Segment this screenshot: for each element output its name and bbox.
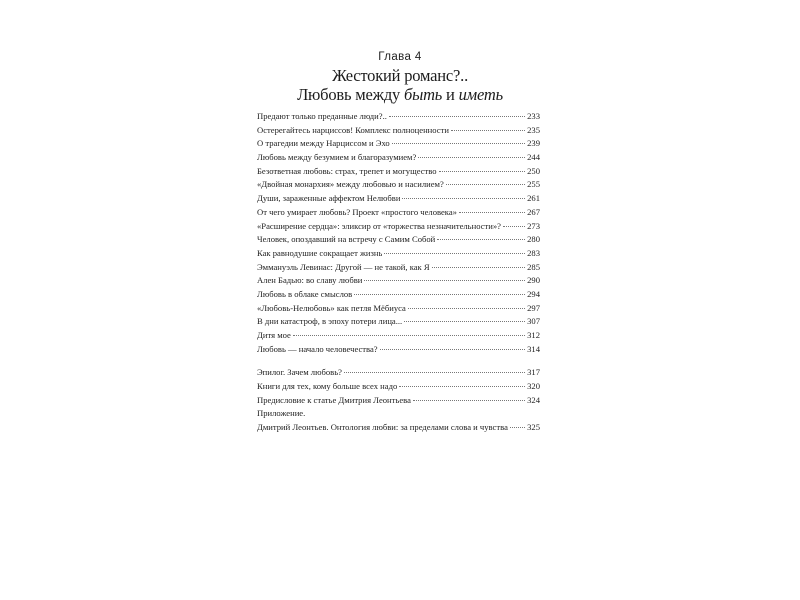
toc-entry-page: 239: [527, 138, 540, 149]
leader-dots: [503, 226, 525, 227]
leader-dots: [392, 143, 525, 144]
toc-entry-title: Любовь в облаке смыслов: [257, 288, 353, 299]
toc-entry-page: 283: [527, 247, 540, 258]
toc-section-gap: [257, 356, 540, 366]
leader-dots: [384, 253, 525, 254]
toc-entry-page: 297: [527, 302, 540, 313]
toc-entry-title: Эпилог. Зачем любовь?: [257, 367, 342, 378]
leader-dots: [389, 116, 525, 117]
toc-entry-title: Предают только преданные люди?..: [257, 111, 387, 121]
leader-dots: [344, 372, 525, 373]
toc-entry-page: 290: [527, 275, 540, 286]
toc-entry-title: Души, зараженные аффектом Нелюбви: [257, 193, 401, 204]
toc-entry-title: Любовь — начало человечества?: [257, 343, 378, 354]
toc-entry-page: 267: [527, 206, 540, 217]
toc-entry[interactable]: [257, 192, 540, 206]
leader-dots: [402, 198, 525, 199]
appendix-label: Приложение.: [257, 408, 306, 419]
leader-dots: [437, 239, 525, 240]
toc-entry-title: В дни катастроф, в эпоху потери лица...: [257, 316, 403, 327]
toc-entry-title: Дитя мое: [257, 330, 291, 340]
toc-entry-page: 307: [527, 316, 540, 327]
chapter-label: Глава 4: [378, 51, 422, 63]
toc-entry-title: Остерегайтесь нарциссов! Комплекс полноценности: [257, 124, 449, 135]
toc-entry-title: Любовь между безумием и благоразумием?: [257, 152, 417, 163]
leader-dots: [380, 349, 525, 350]
chapter-title-line1: [0, 66, 800, 86]
toc-entry-page: 255: [527, 179, 540, 190]
leader-dots: [459, 212, 525, 213]
toc-entry[interactable]: [257, 315, 540, 329]
toc-entry[interactable]: [257, 261, 540, 275]
toc-entry-title: Эммануэль Левинас: Другой — не такой, как Я: [257, 261, 430, 272]
toc-entry[interactable]: [257, 366, 540, 380]
toc-entry[interactable]: [257, 329, 540, 343]
toc-entry-page: 325: [527, 422, 540, 433]
chapter-title-italic-be: быть: [404, 85, 443, 104]
toc-entry-page: 320: [527, 381, 540, 392]
toc-entry[interactable]: [257, 380, 540, 394]
toc-entry-page: 312: [527, 330, 540, 340]
toc-entry[interactable]: [257, 151, 540, 165]
toc-entry-page: 314: [527, 343, 540, 354]
toc-entry-title: О трагедии между Нарциссом и Эхо: [257, 138, 390, 149]
toc-entry[interactable]: [257, 220, 540, 234]
chapter-title-line2: [0, 85, 800, 105]
toc-entry-page: 273: [527, 220, 540, 231]
toc-entry-title: Дмитрий Леонтьев. Онтология любви: за пределами слова и чувства: [257, 422, 508, 433]
toc-entry[interactable]: [257, 110, 540, 124]
toc-entry[interactable]: [257, 302, 540, 316]
leader-dots: [399, 386, 525, 387]
leader-dots: [293, 335, 525, 336]
leader-dots: [413, 400, 525, 401]
toc-entry[interactable]: [257, 343, 540, 357]
toc-entry[interactable]: [257, 206, 540, 220]
toc-entry-page: 324: [527, 394, 540, 405]
leader-dots: [408, 308, 525, 309]
toc-entry-page: 294: [527, 288, 540, 299]
toc-entry-title: Как равнодушие сокращает жизнь: [257, 247, 383, 258]
toc-entry-title: «Любовь-Нелюбовь» как петля Мёбиуса: [257, 302, 406, 313]
leader-dots: [418, 157, 525, 158]
toc-entry-page: 285: [527, 261, 540, 272]
leader-dots: [354, 294, 525, 295]
toc-entry-page: 280: [527, 234, 540, 245]
toc-entry-page: 244: [527, 152, 540, 163]
toc-entry[interactable]: [257, 178, 540, 192]
leader-dots: [432, 267, 525, 268]
toc-entry-title: Человек, опоздавший на встречу с Самим Собой: [257, 234, 436, 245]
toc-entry[interactable]: [257, 394, 540, 408]
toc-entry-page: 317: [527, 367, 540, 378]
toc-entry[interactable]: [257, 288, 540, 302]
leader-dots: [510, 427, 525, 428]
toc-entry[interactable]: [257, 124, 540, 138]
toc-entry[interactable]: [257, 247, 540, 261]
leader-dots: [439, 171, 526, 172]
toc-entry-page: 250: [527, 165, 540, 176]
toc-entry-title: Книги для тех, кому больше всех надо: [257, 381, 398, 392]
chapter-title-text: Жестокий романс?..: [331, 66, 468, 85]
toc-entry-title: «Двойная монархия» между любовью и насилием?: [257, 179, 444, 190]
toc-entry-page: 261: [527, 193, 540, 204]
toc-entry[interactable]: [257, 165, 540, 179]
chapter-title-part: Любовь между: [297, 85, 405, 104]
toc-entry-title: От чего умирает любовь? Проект «простого человека»: [257, 206, 457, 217]
leader-dots: [446, 184, 525, 185]
toc-entry-page: 233: [527, 111, 540, 121]
toc-entry[interactable]: [257, 233, 540, 247]
toc-entry-page: 235: [527, 124, 540, 135]
table-of-contents: [257, 110, 540, 435]
leader-dots: [364, 280, 525, 281]
toc-entry-title: Ален Бадью: во славу любви: [257, 275, 363, 286]
toc-entry-title: «Расширение сердца»: эликсир от «торжества незначительности»?: [257, 220, 501, 231]
leader-dots: [451, 130, 525, 131]
leader-dots: [404, 321, 525, 322]
toc-entry-title: Предисловие к статье Дмитрия Леонтьева: [257, 394, 411, 405]
toc-entry[interactable]: [257, 274, 540, 288]
toc-entry-appendix[interactable]: [257, 421, 540, 435]
toc-entry-title: Безответная любовь: страх, трепет и могущество: [257, 165, 437, 176]
toc-entry[interactable]: [257, 137, 540, 151]
chapter-title-part: и: [442, 85, 459, 104]
chapter-title-italic-have: иметь: [458, 85, 503, 104]
